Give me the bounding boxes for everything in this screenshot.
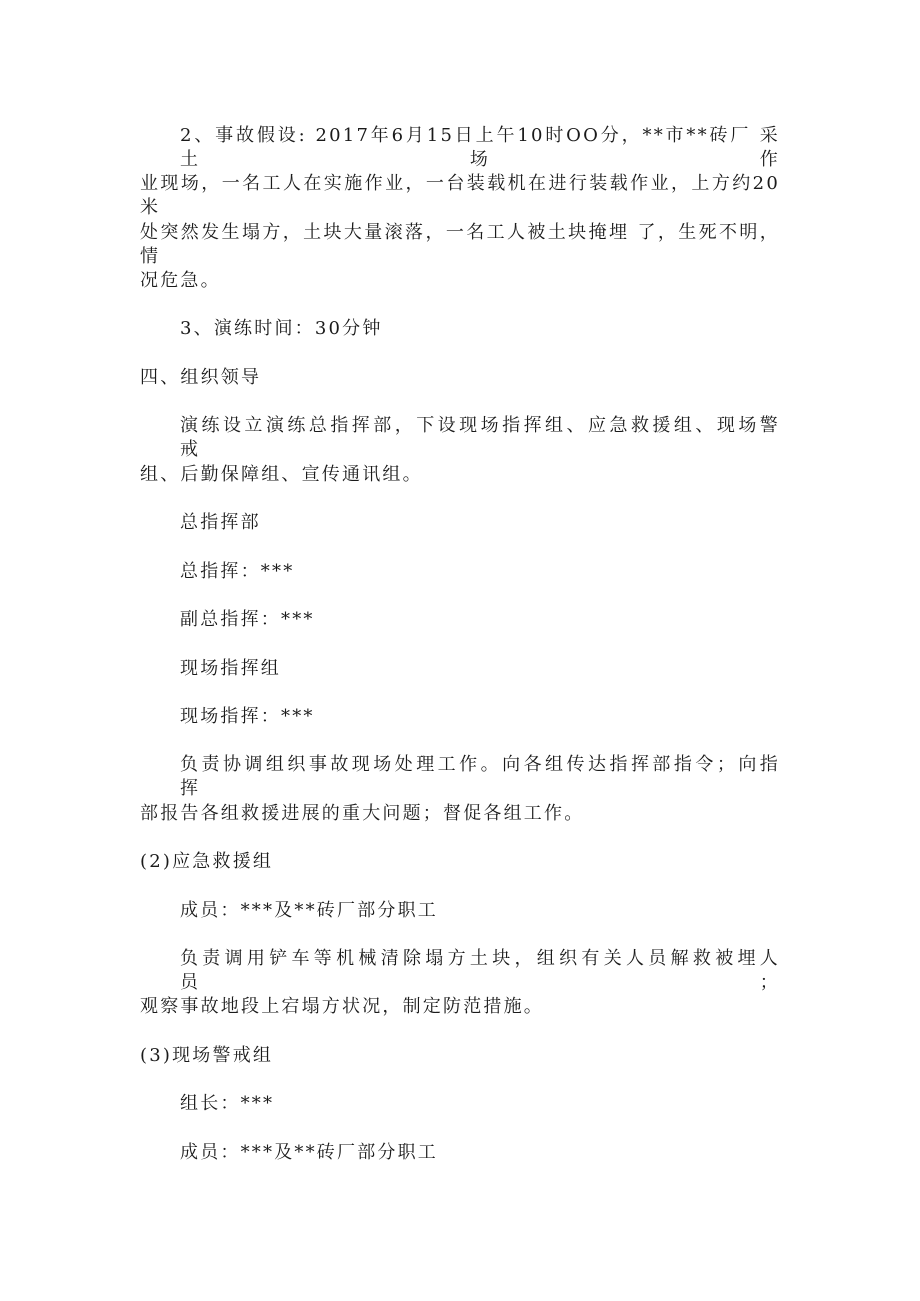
field-duties-line-1: 负责协调组织事故现场处理工作。向各组传达指挥部指令；向指 挥 xyxy=(180,754,821,799)
paragraph-accident-assumption-line-3: 处突然发生塌方，土块大量滚落，一名工人被土块掩埋 了，生死不明，情 xyxy=(140,222,780,267)
section-heading-organization: 四、组织领导 xyxy=(140,367,262,388)
field-duties-line-2: 部报告各组救援进展的重大问题；督促各组工作。 xyxy=(140,803,585,824)
rescue-duties-line-1: 负责调用铲车等机械清除塌方土块，组织有关人员解救被埋人 员； xyxy=(180,948,821,993)
hq-chief: 总指挥：*** xyxy=(180,561,295,582)
paragraph-accident-assumption-line-2: 业现场，一名工人在实施作业，一台装载机在进行装载作业，上方约20米 xyxy=(140,173,780,218)
rescue-duties-line-2: 观察事故地段上宕塌方状况，制定防范措施。 xyxy=(140,996,544,1017)
guard-group-title: (3)现场警戒组 xyxy=(140,1045,274,1066)
guard-members: 成员：***及**砖厂部分职工 xyxy=(180,1142,438,1163)
drill-duration: 3、演练时间：30分钟 xyxy=(180,318,383,339)
rescue-members: 成员：***及**砖厂部分职工 xyxy=(180,900,438,921)
org-intro-line-2: 组、后勤保障组、宣传通讯组。 xyxy=(140,464,423,485)
field-group-title: 现场指挥组 xyxy=(180,658,281,679)
rescue-group-title: (2)应急救援组 xyxy=(140,851,274,872)
guard-leader: 组长：*** xyxy=(180,1093,275,1114)
org-intro-line-1: 演练设立演练总指挥部，下设现场指挥组、应急救援组、现场警 戒 xyxy=(180,415,821,460)
field-commander: 现场指挥：*** xyxy=(180,706,315,727)
hq-deputy: 副总指挥：*** xyxy=(180,609,315,630)
paragraph-accident-assumption-line-4: 况危急。 xyxy=(140,270,221,291)
paragraph-accident-assumption-line-1: 2、事故假设: 2017年6月15日上午10时OO分，**市**砖厂 采土场作 xyxy=(180,125,780,170)
hq-title: 总指挥部 xyxy=(180,512,261,533)
